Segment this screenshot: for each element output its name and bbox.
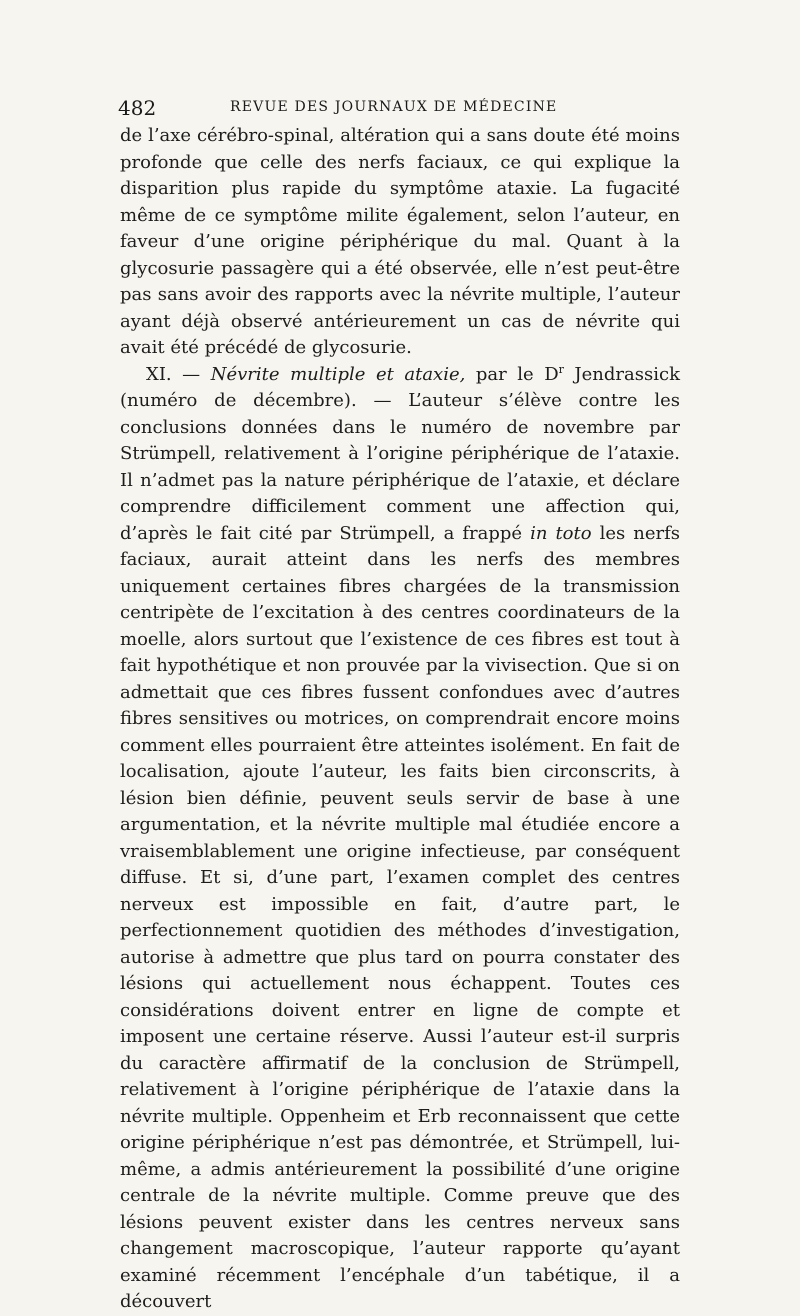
page-header [118, 96, 678, 120]
article-title: Névrite multiple et ataxie, [210, 363, 466, 385]
latin-phrase: in toto [530, 522, 592, 544]
paragraph-section-xi [120, 362, 680, 1316]
paragraph-continuation: de l’axe cérébro-spinal, altération qui a sans doute été moins profonde que celle des nerfs faciaux, ce qui explique la disparition plus rapide du symptôme ataxie. La fugacité même de ce symptôme milite également, selon l’auteur, en faveur d’une origine périphérique du mal. Quant à la glycosurie passagère qui a été observée, elle n’est peut-être pas sans avoir des rapports avec la névrite multiple, l’auteur ayant déjà observé antérieurement un cas de névrite qui avait été précédé de glycosurie. [120, 125, 680, 358]
article-body [120, 123, 680, 1316]
paragraph-text: Jendrassick (numéro de décembre). — L’auteur s’élève contre les conclusions données dans le numéro de novembre par Strümpell, relativement à l’origine périphérique de l’ataxie. Il n’admet pas la nature périphérique de l’ataxie, et déclare comprendre difficilement comment une affection qui, d’après le fait cité par Strümpell, a frappé [120, 363, 680, 544]
author-superscript: r [558, 362, 564, 376]
author-prefix: par le D [475, 363, 559, 385]
page-number: 482 [118, 96, 157, 120]
paragraph-text-continued: les nerfs faciaux, aurait atteint dans les nerfs des membres uniquement certaines fibres chargées de la transmission centripète de l’excitation à des centres coordinateurs de la moelle, alors surtout que l’existence de ces fibres est tout à fait hypothétique et non prouvée par la vivisection. Que si on admettait que ces fibres fussent confondues avec d’autres fibres sensitives ou motrices, on comprendrait encore moins comment elles pourraient être atteintes isolément. En fait de localisation, ajoute l’auteur, les faits bien circonscrits, à lésion bien définie, peuvent seuls servir de base à une argumentation, et la névrite multiple mal étudiée encore a vraisemblablement une origine infectieuse, par conséquent diffuse. Et si, d’une part, l’examen complet des centres nerveux est impossible en fait, d’autre part, le perfectionnement quotidien des méthodes d’investigation, autorise à admettre que plus tard on pourra constater des lésions qui actuellement nous échappent. Toutes ces considérations doivent entrer en ligne de compte et imposent une certaine réserve. Aussi l’auteur est-il surpris du caractère affirmatif de la conclusion de Strümpell, relativement à l’origine périphérique de l’ataxie dans la névrite multiple. Oppenheim et Erb reconnaissent que cette origine périphérique n’est pas démontrée, et Strümpell, lui-même, a admis antérieurement la possibilité d’une origine centrale de la névrite multiple. Comme preuve que des lésions peuvent exister dans les centres nerveux sans changement macroscopique, l’auteur rapporte qu’ayant examiné récemment l’encéphale d’un tabétique, il a découvert [120, 522, 681, 1312]
section-number: XI. — [146, 363, 201, 385]
running-title: REVUE DES JOURNAUX DE MÉDECINE [230, 99, 558, 115]
